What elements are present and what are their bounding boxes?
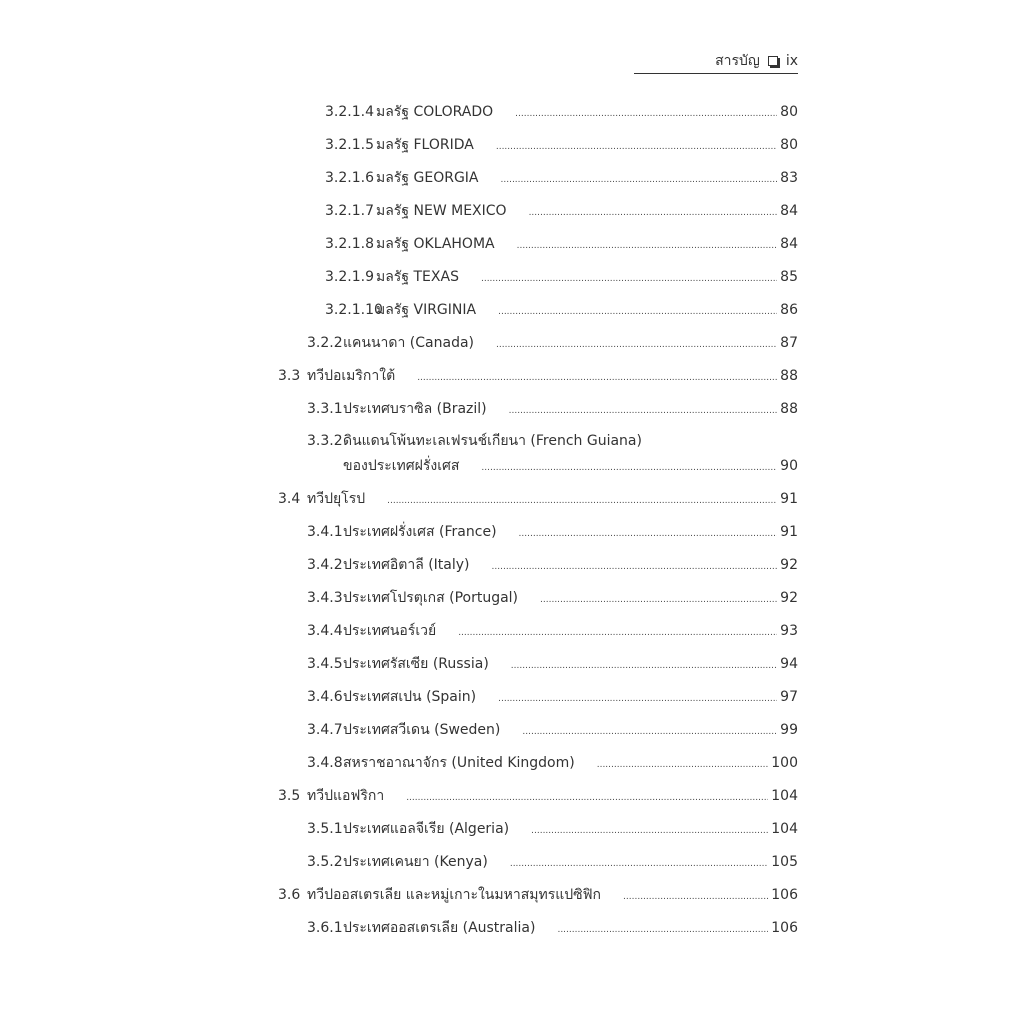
- toc-number: 3.3.2: [307, 433, 343, 449]
- toc-leader: [481, 459, 777, 477]
- toc-page: 80: [780, 104, 798, 120]
- toc-page: 106: [771, 887, 798, 903]
- toc-entry[interactable]: [325, 169, 798, 189]
- toc-page: 84: [780, 203, 798, 219]
- toc-number: 3.2.1.10: [325, 302, 383, 318]
- toc-title: แคนนาดา (Canada): [343, 335, 474, 351]
- toc-entry[interactable]: [307, 523, 798, 543]
- toc-number: 3.2.1.6: [325, 170, 374, 186]
- toc-entry[interactable]: [307, 400, 798, 420]
- toc-entry[interactable]: [278, 787, 798, 807]
- toc-number: 3.2.2: [307, 335, 343, 351]
- toc-title: ประเทศออสเตรเลีย (Australia): [343, 920, 536, 936]
- toc-leader: [406, 789, 768, 807]
- toc-title: มลรัฐ GEORGIA: [376, 170, 479, 186]
- toc-leader: [519, 525, 777, 543]
- toc-number: 3.2.1.9: [325, 269, 374, 285]
- toc-number: 3.4.7: [307, 722, 343, 738]
- toc-number: 3.2.1.7: [325, 203, 374, 219]
- toc-leader: [481, 270, 777, 288]
- toc-title: ประเทศสเปน (Spain): [343, 689, 477, 705]
- toc-leader: [517, 237, 777, 255]
- toc-title: ประเทศอิตาลี (Italy): [343, 557, 470, 573]
- toc-number: 3.6.1: [307, 920, 343, 936]
- toc-page: 88: [780, 401, 798, 417]
- toc-page: 83: [780, 170, 798, 186]
- toc-number: 3.2.1.5: [325, 137, 374, 153]
- toc-leader: [498, 690, 777, 708]
- toc-page: 90: [780, 458, 798, 474]
- toc-leader: [496, 138, 777, 156]
- toc-page: 92: [780, 557, 798, 573]
- toc-entry[interactable]: [325, 136, 798, 156]
- toc-leader: [557, 921, 768, 939]
- header-section-title: สารบัญ: [715, 52, 760, 69]
- toc-entry[interactable]: [307, 820, 798, 840]
- toc-leader: [509, 402, 777, 420]
- toc-entry[interactable]: [278, 490, 798, 510]
- toc-title: ประเทศสวีเดน (Sweden): [343, 722, 501, 738]
- toc-leader: [529, 204, 777, 222]
- header-page-number: ix: [785, 52, 798, 69]
- toc-title: ประเทศรัสเซีย (Russia): [343, 656, 489, 672]
- toc-page: 91: [780, 524, 798, 540]
- toc-leader: [540, 591, 777, 609]
- toc-number: 3.2.1.8: [325, 236, 374, 252]
- toc-title: มลรัฐ VIRGINIA: [376, 302, 477, 318]
- toc-number: 3.3.1: [307, 401, 343, 417]
- toc-page: 106: [771, 920, 798, 936]
- toc-entry[interactable]: [307, 334, 798, 354]
- toc-number: 3.4.6: [307, 689, 343, 705]
- toc-page: 99: [780, 722, 798, 738]
- toc-title: ประเทศแอลจีเรีย (Algeria): [343, 821, 510, 837]
- toc-title-continued: ของประเทศฝรั่งเศส: [343, 458, 460, 474]
- toc-leader: [522, 723, 777, 741]
- toc-entry[interactable]: [325, 202, 798, 222]
- toc-page: 87: [780, 335, 798, 351]
- toc-leader: [510, 855, 768, 873]
- toc-entry[interactable]: [307, 655, 798, 675]
- toc-title: มลรัฐ NEW MEXICO: [376, 203, 507, 219]
- toc-title: มลรัฐ COLORADO: [376, 104, 494, 120]
- toc-entry[interactable]: [325, 301, 798, 321]
- toc-leader: [496, 336, 777, 354]
- toc-entry[interactable]: [307, 754, 798, 774]
- toc-entry[interactable]: [325, 103, 798, 123]
- toc-title: ทวีปยุโรป: [307, 491, 366, 507]
- checkbox-square-icon: [768, 56, 778, 66]
- toc-entry[interactable]: [325, 235, 798, 255]
- toc-leader: [511, 657, 777, 675]
- toc-page: 84: [780, 236, 798, 252]
- toc-title: ทวีปแอฟริกา: [307, 788, 385, 804]
- toc-number: 3.4.8: [307, 755, 343, 771]
- toc-number: 3.5.2: [307, 854, 343, 870]
- toc-leader: [597, 756, 769, 774]
- toc-page: 85: [780, 269, 798, 285]
- toc-entry[interactable]: [307, 556, 798, 576]
- toc-page: 104: [771, 821, 798, 837]
- toc-title: ประเทศเคนยา (Kenya): [343, 854, 488, 870]
- toc-page: 104: [771, 788, 798, 804]
- toc-page: 91: [780, 491, 798, 507]
- toc-title: ดินแดนโพ้นทะเลเฟรนช์เกียนา (French Guiana): [343, 433, 642, 449]
- toc-title: มลรัฐ TEXAS: [376, 269, 459, 285]
- toc-title: มลรัฐ FLORIDA: [376, 137, 474, 153]
- toc-entry[interactable]: [278, 367, 798, 387]
- toc-leader: [458, 624, 777, 642]
- toc-title: ประเทศบราซิล (Brazil): [343, 401, 487, 417]
- toc-entry[interactable]: [307, 688, 798, 708]
- toc-number: 3.4.1: [307, 524, 343, 540]
- toc-title: ประเทศฝรั่งเศส (France): [343, 524, 497, 540]
- toc-leader: [417, 369, 777, 387]
- toc-page: 94: [780, 656, 798, 672]
- toc-page: 88: [780, 368, 798, 384]
- toc-leader: [623, 888, 768, 906]
- toc-number: 3.3: [278, 368, 301, 384]
- toc-number: 3.5: [278, 788, 301, 804]
- toc-entry[interactable]: [278, 886, 798, 906]
- toc-number: 3.6: [278, 887, 301, 903]
- toc-title: ประเทศนอร์เวย์: [343, 623, 437, 639]
- toc-page: 92: [780, 590, 798, 606]
- toc-number: 3.5.1: [307, 821, 343, 837]
- toc-page: 97: [780, 689, 798, 705]
- toc-title: ทวีปอเมริกาใต้: [307, 368, 396, 384]
- toc-entry[interactable]: [307, 853, 798, 873]
- toc-page: 86: [780, 302, 798, 318]
- toc-number: 3.4: [278, 491, 301, 507]
- toc-leader: [498, 303, 777, 321]
- toc-number: 3.4.4: [307, 623, 343, 639]
- toc-entry[interactable]: [307, 919, 798, 939]
- toc-page: 93: [780, 623, 798, 639]
- toc-entry-first-line[interactable]: [307, 432, 642, 450]
- toc-page: 100: [771, 755, 798, 771]
- toc-entry[interactable]: [307, 622, 798, 642]
- toc-entry[interactable]: [325, 268, 798, 288]
- toc-title: ประเทศโปรตุเกส (Portugal): [343, 590, 519, 606]
- toc-entry[interactable]: [343, 457, 798, 477]
- toc-page: 105: [771, 854, 798, 870]
- running-header: [634, 50, 798, 74]
- toc-leader: [501, 171, 778, 189]
- toc-entry[interactable]: [307, 721, 798, 741]
- toc-page: 80: [780, 137, 798, 153]
- toc-title: ทวีปออสเตรเลีย และหมู่เกาะในมหาสมุทรแปซิฟิก: [307, 887, 602, 903]
- toc-title: มลรัฐ OKLAHOMA: [376, 236, 495, 252]
- toc-leader: [515, 105, 777, 123]
- toc-leader: [492, 558, 777, 576]
- toc-number: 3.4.5: [307, 656, 343, 672]
- toc-title: สหราชอาณาจักร (United Kingdom): [343, 755, 575, 771]
- toc-leader: [387, 492, 777, 510]
- toc-entry[interactable]: [307, 589, 798, 609]
- toc-leader: [531, 822, 768, 840]
- toc-number: 3.4.2: [307, 557, 343, 573]
- toc-number: 3.2.1.4: [325, 104, 374, 120]
- toc-number: 3.4.3: [307, 590, 343, 606]
